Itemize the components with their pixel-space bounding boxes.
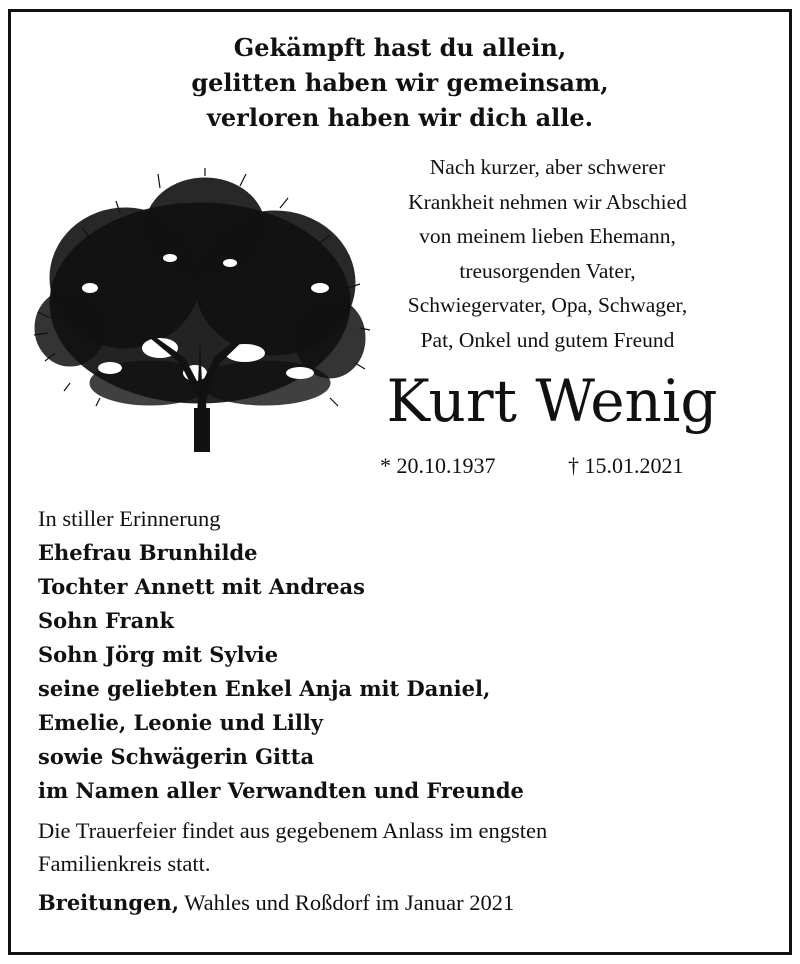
mourner-line: Sohn Frank xyxy=(38,608,175,633)
mourner-line: seine geliebten Enkel Anja mit Daniel, xyxy=(38,676,491,701)
life-dates xyxy=(380,453,720,479)
intro-line-3: von meinem lieben Ehemann, xyxy=(419,224,676,248)
notice-line-1: Die Trauerfeier findet aus gegebenem Anlass im engsten xyxy=(38,818,548,843)
mourner-line: Sohn Jörg mit Sylvie xyxy=(38,642,279,667)
mourner-line: Ehefrau Brunhilde xyxy=(38,540,258,565)
intro-line-5: Schwiegervater, Opa, Schwager, xyxy=(407,293,688,317)
intro-line-2: Krankheit nehmen wir Abschied xyxy=(408,189,687,214)
motto-line-3: verloren haben wir dich alle. xyxy=(206,103,594,132)
intro-line-6: Pat, Onkel und gutem Freund xyxy=(420,327,675,352)
notice-line-2: Familienkreis statt. xyxy=(38,851,211,876)
funeral-notice xyxy=(38,814,778,880)
motto-line-2: gelitten haben wir gemeinsam, xyxy=(191,68,609,97)
mourner-line: Emelie, Leonie und Lilly xyxy=(38,710,324,735)
mourners-section xyxy=(38,502,778,920)
death-date: † 15.01.2021 xyxy=(568,453,684,478)
mourner-line: sowie Schwägerin Gitta xyxy=(38,744,315,769)
motto-line-1: Gekämpft hast du allein, xyxy=(233,33,567,62)
intro-line-1: Nach kurzer, aber schwerer xyxy=(429,155,666,179)
birth-date: * 20.10.1937 xyxy=(380,453,496,478)
intro-text xyxy=(345,150,750,357)
place-rest: Wahles und Roßdorf im Januar 2021 xyxy=(179,890,515,915)
motto-verse xyxy=(0,30,800,135)
place-bold: Breitungen, xyxy=(38,890,180,915)
tree-silhouette-icon xyxy=(30,168,370,452)
intro-line-4: treusorgenden Vater, xyxy=(459,258,636,283)
deceased-name: Kurt Wenig xyxy=(386,367,718,435)
mourner-line: Tochter Annett mit Andreas xyxy=(38,574,365,599)
mourners-heading: In stiller Erinnerung xyxy=(38,506,221,531)
mourner-line: im Namen aller Verwandten und Freunde xyxy=(38,778,524,803)
place-date-line xyxy=(38,886,778,920)
